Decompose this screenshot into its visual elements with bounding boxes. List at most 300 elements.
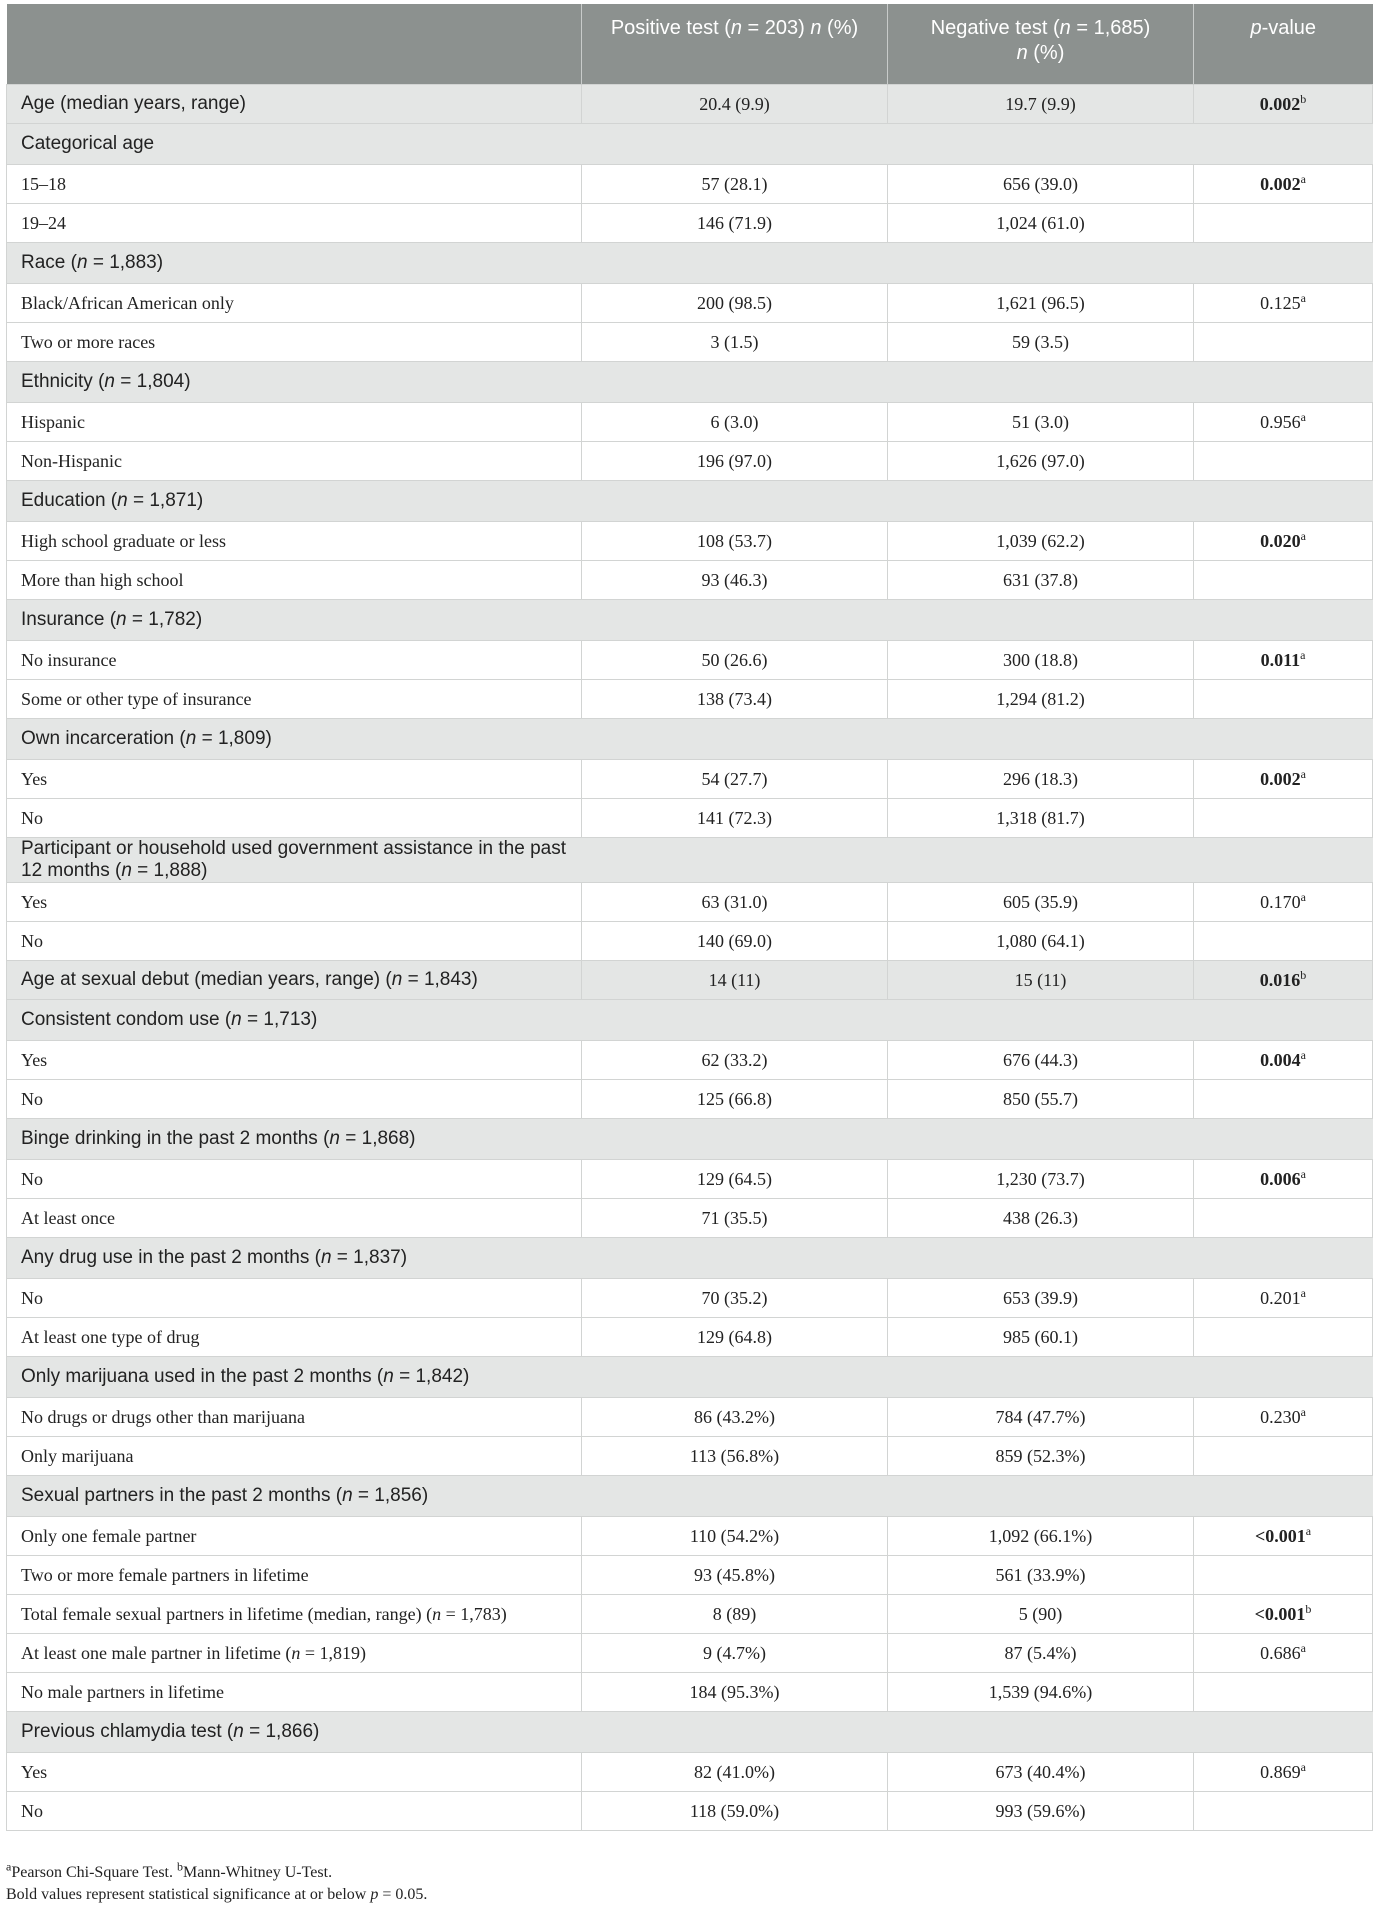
positive-value: 14 (11) [582, 961, 888, 1000]
p-value-text: 0.020 [1260, 530, 1301, 551]
row-label-rest: = 1,843) [402, 969, 478, 990]
positive-value: 8 (89) [582, 1595, 888, 1634]
row-label [7, 1119, 582, 1160]
section-blank-cell [582, 1476, 888, 1517]
positive-value: 63 (31.0) [582, 883, 888, 922]
table-row [7, 680, 1373, 719]
row-label [7, 1673, 582, 1712]
section-blank-cell [1194, 838, 1373, 883]
p-value [1194, 1556, 1373, 1595]
negative-value: 631 (37.8) [888, 561, 1194, 600]
positive-value: 6 (3.0) [582, 403, 888, 442]
row-label-n: n [117, 490, 128, 511]
row-label [7, 1357, 582, 1398]
table-row [7, 522, 1373, 561]
p-value-footnote-marker: b [1300, 967, 1307, 982]
p-value-text: 0.956 [1260, 411, 1301, 432]
row-label-n: n [233, 1721, 244, 1742]
section-blank-cell [582, 1712, 888, 1753]
section-blank-cell [1194, 1238, 1373, 1279]
stat-row [7, 961, 1373, 1000]
section-header-row [7, 1712, 1373, 1753]
negative-value: 656 (39.0) [888, 165, 1194, 204]
row-label-text: Previous chlamydia test ( [21, 1721, 234, 1742]
positive-value: 3 (1.5) [582, 323, 888, 362]
row-label [7, 85, 582, 124]
section-blank-cell [1194, 600, 1373, 641]
section-header-row [7, 1357, 1373, 1398]
table-header-row [7, 4, 1373, 85]
row-label-text: Participant or household used government assistance in the past 12 months ( [21, 838, 566, 881]
section-blank-cell [1194, 1119, 1373, 1160]
row-label [7, 680, 582, 719]
p-value-text: 0.011 [1260, 649, 1301, 670]
section-blank-cell [1194, 1476, 1373, 1517]
row-label-rest: = 1,809) [196, 728, 272, 749]
row-label-text: Total female sexual partners in lifetime (median, range) ( [21, 1603, 433, 1624]
positive-value: 196 (97.0) [582, 442, 888, 481]
section-header-row [7, 1476, 1373, 1517]
positive-value: 200 (98.5) [582, 284, 888, 323]
row-label-n: n [329, 1128, 340, 1149]
negative-value: 1,621 (96.5) [888, 284, 1194, 323]
section-blank-cell [1194, 362, 1373, 403]
row-label [7, 1753, 582, 1792]
row-label [7, 600, 582, 641]
table-row [7, 1080, 1373, 1119]
p-value-text: 0.201 [1260, 1287, 1301, 1308]
table-row [7, 1673, 1373, 1712]
p-value [1194, 1753, 1373, 1792]
row-label-text: Categorical age [21, 133, 155, 154]
section-header-row [7, 1238, 1373, 1279]
row-label [7, 124, 582, 165]
p-value [1194, 680, 1373, 719]
row-label-text: No male partners in lifetime [21, 1681, 224, 1702]
section-blank-cell [582, 243, 888, 284]
row-label [7, 1160, 582, 1199]
row-label-n: n [342, 1485, 353, 1506]
negative-value: 5 (90) [888, 1595, 1194, 1634]
row-label [7, 403, 582, 442]
positive-value: 50 (26.6) [582, 641, 888, 680]
row-label-text: No [21, 1800, 43, 1821]
table-row [7, 1199, 1373, 1238]
negative-value: 300 (18.8) [888, 641, 1194, 680]
row-label-rest: = 1,837) [331, 1247, 408, 1268]
negative-value: 296 (18.3) [888, 760, 1194, 799]
section-blank-cell [1194, 1357, 1373, 1398]
row-label-rest: = 1,883) [87, 252, 164, 273]
results-table [6, 4, 1373, 1831]
footnote-tests: $^a$Pearson Chi-Square Test. $^b$Mann-Whitney U-Test. [6, 1859, 333, 1881]
negative-value: 605 (35.9) [888, 883, 1194, 922]
p-value-text: 0.230 [1260, 1406, 1301, 1427]
table-row [7, 165, 1373, 204]
row-label-text: No drugs or drugs other than marijuana [21, 1406, 305, 1427]
row-label-n: n [320, 1247, 332, 1268]
p-value [1194, 204, 1373, 243]
section-header-row [7, 243, 1373, 284]
row-label-text: More than high school [21, 569, 184, 590]
positive-value: 93 (45.8%) [582, 1556, 888, 1595]
p-value-text: 0.002 [1260, 173, 1301, 194]
row-label-text: Two or more female partners in lifetime [21, 1564, 309, 1585]
positive-value: 129 (64.5) [582, 1160, 888, 1199]
row-label-n: n [185, 728, 197, 749]
row-label [7, 1238, 582, 1279]
section-blank-cell [582, 481, 888, 522]
row-label [7, 243, 582, 284]
table-container [6, 4, 1372, 1831]
negative-value: 1,092 (66.1%) [888, 1517, 1194, 1556]
section-blank-cell [1194, 243, 1373, 284]
table-row [7, 1634, 1373, 1673]
section-blank-cell [582, 124, 888, 165]
row-label [7, 1517, 582, 1556]
section-blank-cell [582, 1000, 888, 1041]
section-blank-cell [888, 1119, 1194, 1160]
row-label [7, 1398, 582, 1437]
negative-value: 985 (60.1) [888, 1318, 1194, 1357]
p-value [1194, 799, 1373, 838]
table-row [7, 442, 1373, 481]
row-label-rest: = 1,868) [339, 1128, 416, 1149]
table-body [7, 85, 1373, 1831]
table-row [7, 922, 1373, 961]
p-value-text: 0.016 [1259, 969, 1301, 990]
section-blank-cell [888, 1238, 1194, 1279]
p-value [1194, 561, 1373, 600]
table-row [7, 1279, 1373, 1318]
positive-value: 125 (66.8) [582, 1080, 888, 1119]
row-label [7, 1080, 582, 1119]
section-blank-cell [888, 243, 1194, 284]
row-label-text: High school graduate or less [21, 530, 226, 551]
row-label [7, 1712, 582, 1753]
section-header-row [7, 1000, 1373, 1041]
section-header-row [7, 362, 1373, 403]
p-value [1194, 922, 1373, 961]
negative-value: 676 (44.3) [888, 1041, 1194, 1080]
row-label-text: Ethnicity ( [21, 371, 105, 392]
p-value [1194, 1673, 1373, 1712]
p-value-text: 0.004 [1260, 1049, 1301, 1070]
table-row [7, 1398, 1373, 1437]
p-value-footnote-marker: b [1305, 1601, 1312, 1616]
p-value [1194, 522, 1373, 561]
positive-value: 20.4 (9.9) [582, 85, 888, 124]
table-row [7, 1556, 1373, 1595]
p-value-footnote-marker: a [1300, 889, 1306, 904]
row-label-rest: = 1,819) [300, 1642, 367, 1663]
p-value-footnote-marker: a [1300, 1404, 1306, 1419]
table-row [7, 760, 1373, 799]
stat-row [7, 85, 1373, 124]
section-header-row [7, 1119, 1373, 1160]
p-value-footnote-marker: a [1300, 1285, 1306, 1300]
p-value-footnote-marker: a [1300, 1166, 1306, 1181]
positive-value: 57 (28.1) [582, 165, 888, 204]
row-label-text: Non-Hispanic [21, 450, 122, 471]
negative-value: 438 (26.3) [888, 1199, 1194, 1238]
p-value-text: 0.006 [1260, 1168, 1301, 1189]
negative-value: 850 (55.7) [888, 1080, 1194, 1119]
row-label-text: No [21, 930, 43, 951]
row-label [7, 641, 582, 680]
section-blank-cell [888, 362, 1194, 403]
row-label-text: Some or other type of insurance [21, 688, 252, 709]
row-label-text: Education ( [21, 490, 118, 511]
row-label [7, 719, 582, 760]
p-value [1194, 1398, 1373, 1437]
table-row [7, 284, 1373, 323]
table-row [7, 883, 1373, 922]
row-label-n: n [291, 1642, 301, 1663]
row-label [7, 1476, 582, 1517]
row-label-n: n [121, 860, 132, 881]
row-label-text: No [21, 1168, 43, 1189]
row-label [7, 1595, 582, 1634]
row-label [7, 1437, 582, 1476]
row-label [7, 522, 582, 561]
negative-value: 1,039 (62.2) [888, 522, 1194, 561]
row-label-n: n [104, 371, 115, 392]
positive-value: 62 (33.2) [582, 1041, 888, 1080]
row-label [7, 799, 582, 838]
header-blank [7, 4, 582, 85]
p-value [1194, 442, 1373, 481]
row-label-n: n [432, 1603, 442, 1624]
table-row [7, 799, 1373, 838]
row-label-text: Only marijuana [21, 1445, 134, 1466]
section-blank-cell [582, 362, 888, 403]
row-label-rest: = 1,871) [127, 490, 204, 511]
p-value-footnote-marker: a [1300, 1047, 1306, 1062]
row-label-text: Any drug use in the past 2 months ( [21, 1247, 321, 1268]
p-value [1194, 1318, 1373, 1357]
row-label-n: n [231, 1009, 242, 1030]
p-value [1194, 961, 1373, 1000]
row-label-text: Yes [21, 768, 48, 789]
row-label [7, 838, 582, 883]
row-label-text: Yes [21, 891, 48, 912]
p-value [1194, 1595, 1373, 1634]
row-label [7, 165, 582, 204]
section-blank-cell [1194, 1000, 1373, 1041]
table-row [7, 323, 1373, 362]
positive-value: 71 (35.5) [582, 1199, 888, 1238]
row-label [7, 1199, 582, 1238]
negative-value: 859 (52.3%) [888, 1437, 1194, 1476]
row-label-text: Consistent condom use ( [21, 1009, 232, 1030]
positive-value: 113 (56.8%) [582, 1437, 888, 1476]
p-value [1194, 1160, 1373, 1199]
p-value [1194, 641, 1373, 680]
positive-value: 140 (69.0) [582, 922, 888, 961]
negative-value: 1,626 (97.0) [888, 442, 1194, 481]
section-blank-cell [888, 600, 1194, 641]
section-blank-cell [888, 481, 1194, 522]
row-label-text: Two or more races [21, 331, 156, 352]
positive-value: 9 (4.7%) [582, 1634, 888, 1673]
table-row [7, 1792, 1373, 1831]
p-value [1194, 1279, 1373, 1318]
row-label [7, 1556, 582, 1595]
p-value [1194, 760, 1373, 799]
section-header-row [7, 600, 1373, 641]
p-value-text: 0.170 [1260, 891, 1301, 912]
positive-value: 146 (71.9) [582, 204, 888, 243]
negative-value: 784 (47.7%) [888, 1398, 1194, 1437]
section-blank-cell [888, 1000, 1194, 1041]
p-value [1194, 323, 1373, 362]
negative-value: 1,539 (94.6%) [888, 1673, 1194, 1712]
row-label-text: Only marijuana used in the past 2 months ( [21, 1366, 384, 1387]
negative-value: 673 (40.4%) [888, 1753, 1194, 1792]
positive-value: 118 (59.0%) [582, 1792, 888, 1831]
row-label-rest: = 1,866) [243, 1721, 320, 1742]
row-label [7, 204, 582, 243]
row-label [7, 323, 582, 362]
table-row [7, 561, 1373, 600]
row-label-n: n [383, 1366, 394, 1387]
negative-value: 1,294 (81.2) [888, 680, 1194, 719]
negative-value: 87 (5.4%) [888, 1634, 1194, 1673]
header-negative-test: Negative test (n = 1,685) n (%) [888, 4, 1194, 85]
table-row [7, 1517, 1373, 1556]
table-row [7, 1753, 1373, 1792]
positive-value: 54 (27.7) [582, 760, 888, 799]
row-label-text: No [21, 807, 43, 828]
positive-value: 141 (72.3) [582, 799, 888, 838]
positive-value: 138 (73.4) [582, 680, 888, 719]
p-value [1194, 403, 1373, 442]
positive-value: 129 (64.8) [582, 1318, 888, 1357]
section-blank-cell [582, 838, 888, 883]
negative-value: 1,080 (64.1) [888, 922, 1194, 961]
p-value-footnote-marker: a [1300, 409, 1306, 424]
row-label [7, 1634, 582, 1673]
table-row [7, 1041, 1373, 1080]
p-value-text: 0.125 [1260, 292, 1301, 313]
row-label-rest: = 1,713) [241, 1009, 318, 1030]
negative-value: 1,318 (81.7) [888, 799, 1194, 838]
p-value-text: <0.001 [1254, 1603, 1306, 1624]
row-label-text: Race ( [21, 252, 77, 273]
p-value [1194, 1792, 1373, 1831]
row-label-rest: = 1,888) [131, 860, 208, 881]
section-blank-cell [582, 1119, 888, 1160]
row-label-text: Only one female partner [21, 1525, 197, 1546]
p-value-footnote-marker: a [1300, 647, 1306, 662]
row-label-n: n [76, 252, 88, 273]
section-blank-cell [888, 719, 1194, 760]
footnote-significance: Bold values represent statistical significance at or below p = 0.05. [6, 1886, 428, 1903]
p-value [1194, 165, 1373, 204]
row-label-text: Age at sexual debut (median years, range) ( [21, 969, 392, 990]
row-label [7, 883, 582, 922]
row-label-rest: = 1,804) [115, 371, 191, 392]
row-label-text: At least once [21, 1207, 115, 1228]
row-label-n: n [116, 609, 127, 630]
section-header-row [7, 124, 1373, 165]
positive-value: 108 (53.7) [582, 522, 888, 561]
row-label-text: No insurance [21, 649, 117, 670]
p-value-text: 0.002 [1259, 93, 1301, 114]
section-header-row [7, 838, 1373, 883]
positive-value: 82 (41.0%) [582, 1753, 888, 1792]
row-label-text: Own incarceration ( [21, 728, 186, 749]
row-label [7, 760, 582, 799]
p-value [1194, 1634, 1373, 1673]
row-label [7, 362, 582, 403]
section-header-row [7, 481, 1373, 522]
negative-value: 51 (3.0) [888, 403, 1194, 442]
p-value [1194, 1437, 1373, 1476]
row-label [7, 961, 582, 1000]
p-value [1194, 85, 1373, 124]
negative-value: 561 (33.9%) [888, 1556, 1194, 1595]
row-label [7, 481, 582, 522]
row-label-text: Hispanic [21, 411, 85, 432]
p-value-footnote-marker: a [1300, 766, 1306, 781]
row-label [7, 284, 582, 323]
section-blank-cell [888, 1476, 1194, 1517]
table-row [7, 204, 1373, 243]
table-row [7, 641, 1373, 680]
row-label-text: Yes [21, 1049, 48, 1070]
positive-value: 70 (35.2) [582, 1279, 888, 1318]
row-label-text: No [21, 1088, 43, 1109]
negative-value: 19.7 (9.9) [888, 85, 1194, 124]
table-row [7, 1318, 1373, 1357]
section-blank-cell [888, 1712, 1194, 1753]
row-label [7, 561, 582, 600]
row-label-text: At least one type of drug [21, 1326, 200, 1347]
row-label-text: Binge drinking in the past 2 months ( [21, 1128, 330, 1149]
p-value-text: 0.002 [1260, 768, 1301, 789]
negative-value: 993 (59.6%) [888, 1792, 1194, 1831]
p-value [1194, 1041, 1373, 1080]
row-label [7, 1318, 582, 1357]
positive-value: 110 (54.2%) [582, 1517, 888, 1556]
section-blank-cell [1194, 481, 1373, 522]
section-blank-cell [1194, 719, 1373, 760]
p-value-footnote-marker: a [1300, 171, 1306, 186]
table-row [7, 1595, 1373, 1634]
row-label-rest: = 1,782) [126, 609, 203, 630]
p-value-footnote-marker: a [1305, 1523, 1312, 1538]
section-blank-cell [582, 719, 888, 760]
row-label-text: Age (median years, range) [21, 93, 246, 114]
negative-value: 59 (3.5) [888, 323, 1194, 362]
p-value-text: <0.001 [1254, 1525, 1306, 1546]
row-label-rest: = 1,783) [441, 1603, 507, 1624]
section-blank-cell [888, 1357, 1194, 1398]
negative-value: 15 (11) [888, 961, 1194, 1000]
row-label-text: Black/African American only [21, 292, 234, 313]
row-label-rest: = 1,856) [352, 1485, 429, 1506]
negative-value: 653 (39.9) [888, 1279, 1194, 1318]
p-value [1194, 1517, 1373, 1556]
p-value [1194, 883, 1373, 922]
positive-value: 93 (46.3) [582, 561, 888, 600]
row-label-text: At least one male partner in lifetime ( [21, 1642, 292, 1663]
row-label-rest: = 1,842) [393, 1366, 470, 1387]
row-label-text: 19–24 [21, 212, 66, 233]
p-value [1194, 1080, 1373, 1119]
